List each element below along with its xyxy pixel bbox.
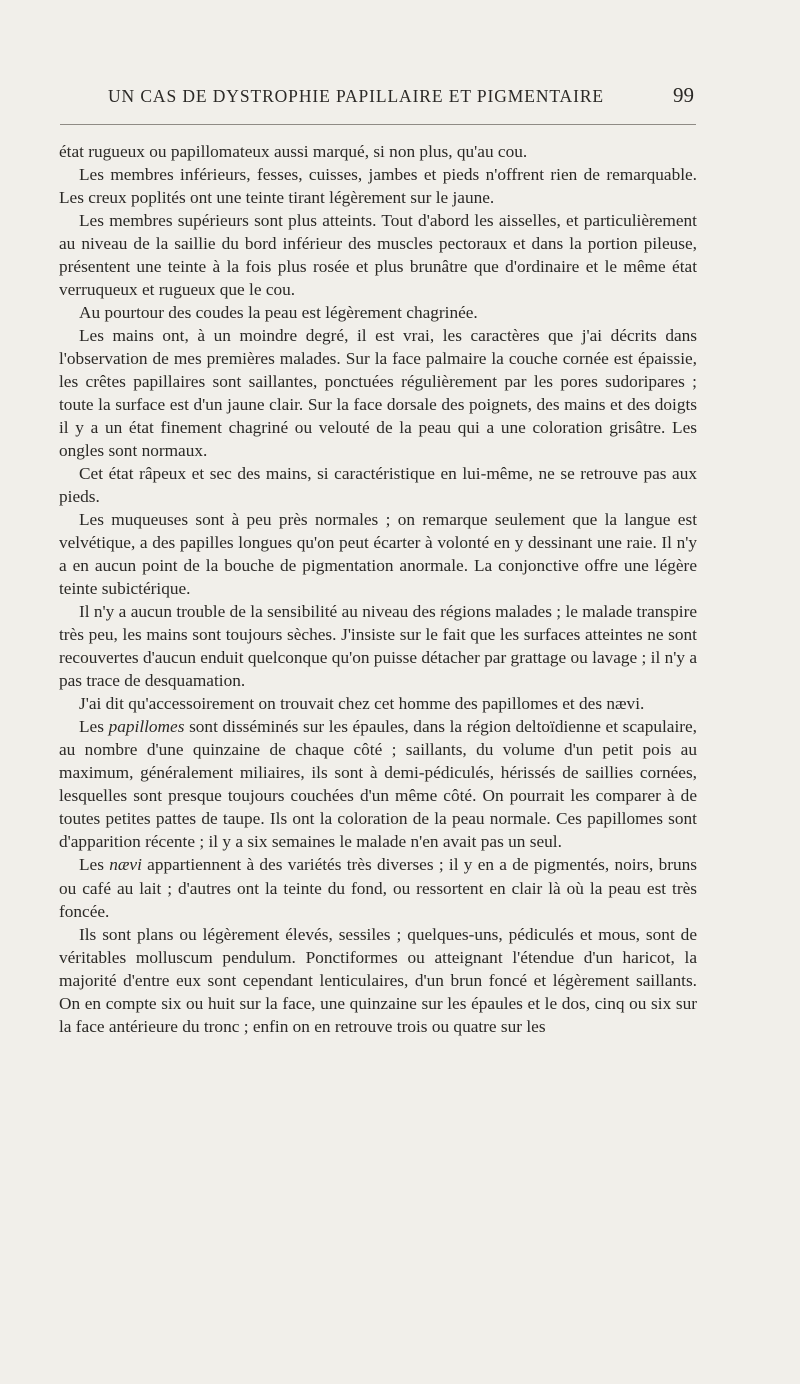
paragraph-mains: Les mains ont, à un moindre degré, il est vrai, les caractères que j'ai décrits dans l'observation de mes premières malades. Sur la face palmaire la couche cornée est épaissie, les crêtes papillaires sont saillantes, ponctuées régulièrement par les pores sudoripares ; toute la surface est d'un jaune clair. Sur la face dorsale des poignets, des mains et des doigts il y a un état finement chagriné ou velouté de la peau qui a une coloration grisâtre. Les ongles sont normaux.	[59, 326, 697, 461]
paragraph-coudes: Au pourtour des coudes la peau est légèrement chagrinée.	[79, 303, 478, 323]
paragraph-accessoirement: J'ai dit qu'accessoirement on trouvait chez cet homme des papillomes et des nævi.	[79, 694, 645, 714]
header-rule	[60, 124, 696, 125]
papillomes-lead: Les	[79, 717, 109, 737]
page-header	[58, 83, 698, 114]
paragraph-muqueuses: Les muqueuses sont à peu près normales ; on remarque seulement que la langue est velvétique, a des papilles longues qu'on peut écarter à volonté en y dessinant une raie. Il n'y a en aucun point de la bouche de pigmentation anormale. La conjonctive offre une légère teinte subictérique.	[59, 510, 697, 599]
body-text	[59, 140, 697, 1038]
paragraph-continuation: état rugueux ou papillomateux aussi marqué, si non plus, qu'au cou.	[59, 142, 528, 161]
papillomes-text: sont disséminés sur les épaules, dans la région deltoïdienne et scapulaire, au nombre d'une quinzaine de chaque côté ; saillants, du volume d'un petit pois au maximum, généralement miliaires, ils sont à demi-pédiculés, hérissés de saillies cornées, lesquelles sont presque toujours couchées d'un même côté. On pourrait les comparer à de toutes petites pattes de taupe. Ils ont la coloration de la peau normale. Ces papillomes sont d'apparition récente ; il y a six semaines le malade n'en avait pas un seul.	[59, 717, 697, 852]
paragraph-plans: Ils sont plans ou légèrement élevés, sessiles ; quelques-uns, pédiculés et mous, sont de véritables molluscum pendulum. Ponctiformes ou atteignant l'étendue d'un haricot, la majorité d'entre eux sont cependant lenticulaires, d'un brun foncé et légèrement saillants. On en compte six ou huit sur la face, une quinzaine sur les épaules et le dos, cinq ou six sur la face antérieure du tronc ; enfin on en retrouve trois ou quatre sur les	[59, 924, 697, 1036]
paragraph-papillomes	[59, 715, 697, 853]
paragraph-membres-superieurs: Les membres supérieurs sont plus atteints. Tout d'abord les aisselles, et particulièrement au niveau de la saillie du bord inférieur des muscles pectoraux et dans la portion pileuse, présentent une teinte à la fois plus rosée et plus brunâtre que d'ordinaire et le même état verruqueux et rugueux que le cou.	[59, 211, 697, 300]
naevi-lead: Les	[79, 855, 110, 875]
paragraph-etat-rapeux: Cet état râpeux et sec des mains, si caractéristique en lui-même, ne se retrouve pas aux pieds.	[59, 464, 697, 507]
naevi-text: appartiennent à des variétés très diverses ; il y en a de pigmentés, noirs, bruns ou café au lait ; d'autres ont la teinte du fond, ou ressortent en clair là où la peau est très foncée.	[59, 855, 697, 921]
papillomes-term: papillomes	[108, 717, 185, 737]
paragraph-membres-inferieurs: Les membres inférieurs, fesses, cuisses, jambes et pieds n'offrent rien de remarquable. Les creux poplités ont une teinte tirant légèrement sur le jaune.	[59, 165, 697, 208]
paragraph-sensibilite: Il n'y a aucun trouble de la sensibilité au niveau des régions malades ; le malade transpire très peu, les mains sont toujours sèches. J'insiste sur le fait que les surfaces atteintes ne sont recouvertes d'aucun enduit quelconque qu'on puisse détacher par grattage ou lavage ; il n'y a pas trace de desquamation.	[59, 602, 697, 691]
page-number: 99	[673, 83, 694, 107]
running-title: UN CAS DE DYSTROPHIE PAPILLAIRE ET PIGMENTAIRE	[108, 86, 604, 106]
paragraph-naevi	[59, 853, 697, 922]
naevi-term: nævi	[109, 855, 142, 875]
